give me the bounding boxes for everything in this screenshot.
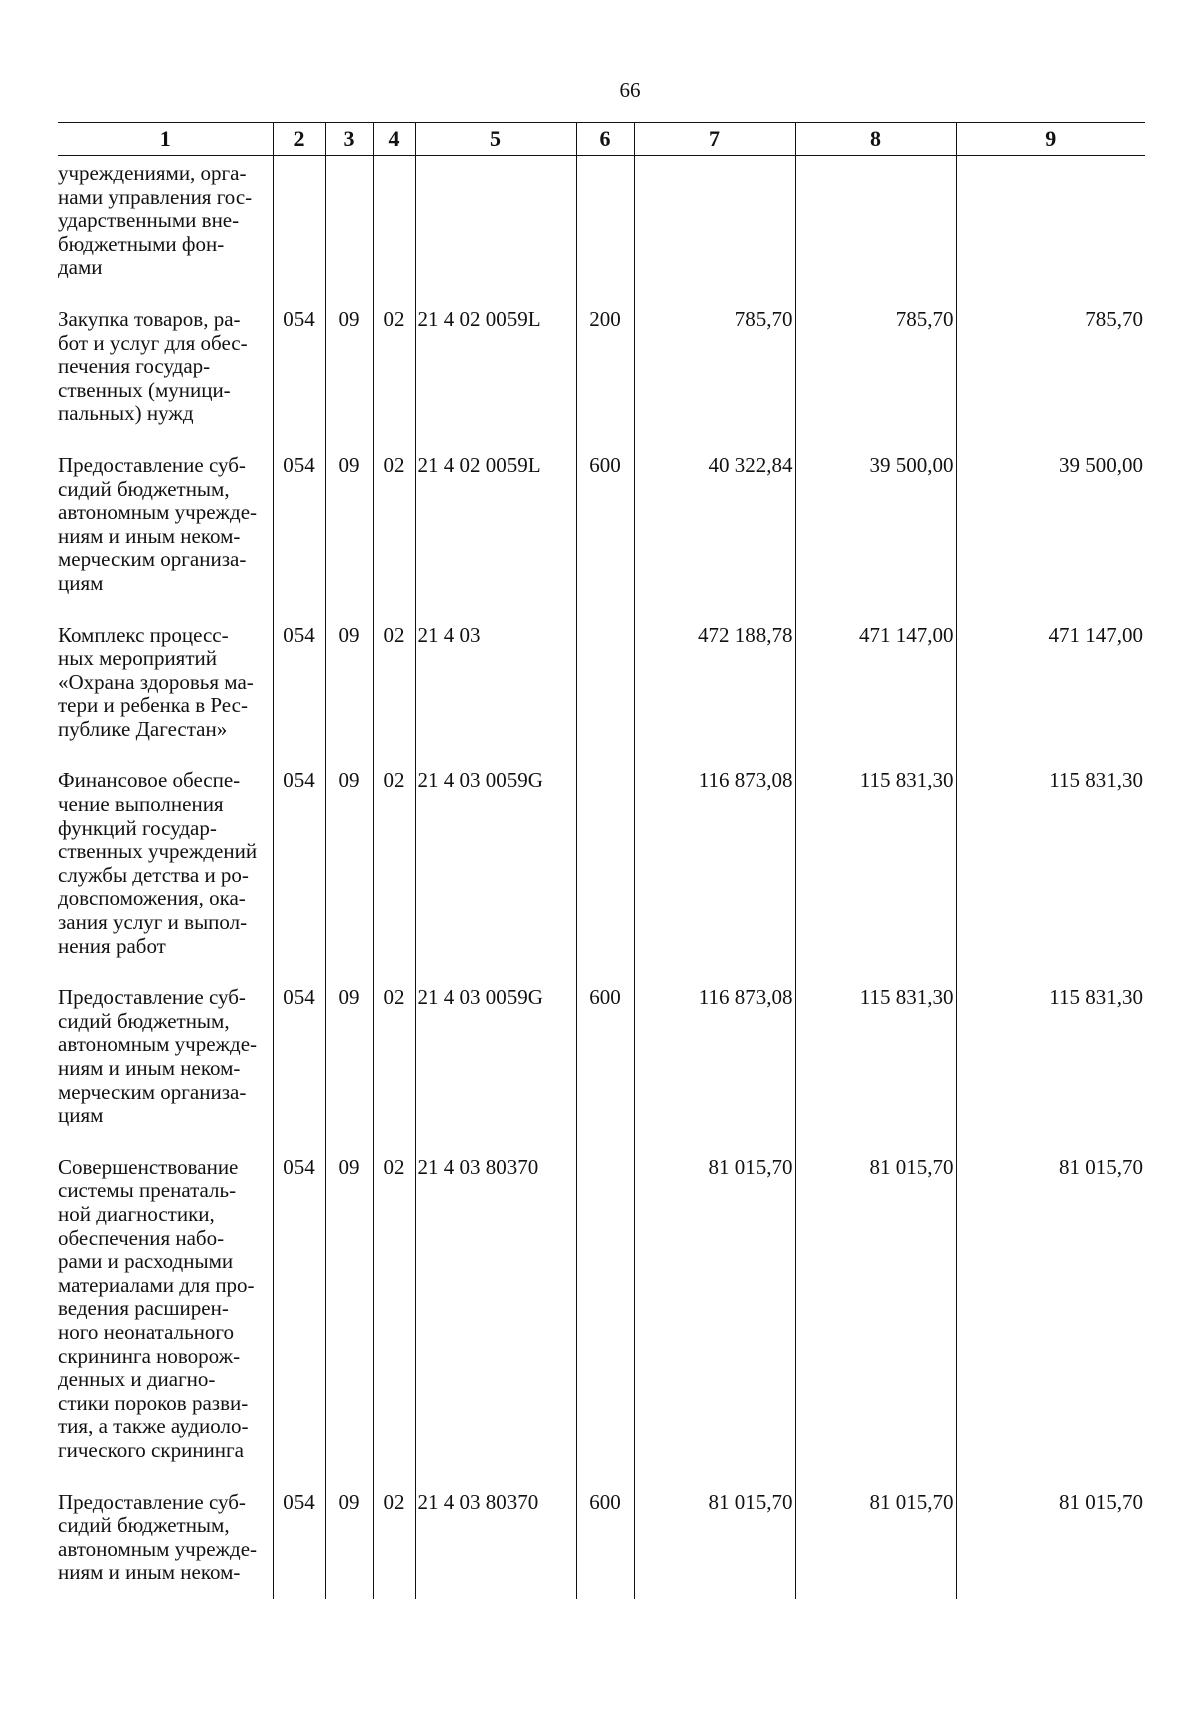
amount-year2-cell	[795, 156, 956, 294]
item-name-line: зания услуг и выпол-	[58, 910, 248, 935]
item-name-line: ного неонатального	[58, 1319, 234, 1344]
amount-year2-cell: 115 831,30	[795, 972, 956, 1142]
item-name-line: автономным учрежде-	[58, 1536, 258, 1561]
column-header: 1	[58, 123, 273, 156]
expense-type-cell: 600	[576, 972, 634, 1142]
item-name-line: ведения расширен-	[58, 1296, 229, 1321]
section-cell: 09	[325, 294, 373, 440]
target-article-cell: 21 4 03 0059G	[415, 972, 576, 1142]
subsection-cell: 02	[373, 1477, 415, 1599]
item-name-line: функций государ-	[58, 815, 217, 840]
item-name-line: обеспечения набо-	[58, 1225, 225, 1250]
item-name-line: материалами для про-	[58, 1272, 255, 1297]
section-cell: 09	[325, 972, 373, 1142]
item-name-line: нами управления гос-	[58, 184, 253, 209]
amount-year2-cell: 39 500,00	[795, 440, 956, 610]
item-name-line: довспоможения, ока-	[58, 886, 246, 911]
item-name-cell	[58, 440, 273, 610]
section-cell	[325, 156, 373, 294]
amount-year3-cell: 115 831,30	[956, 972, 1145, 1142]
item-name-line: системы пренаталь-	[58, 1178, 237, 1203]
table-row	[58, 156, 1145, 294]
budget-table	[58, 122, 1145, 1599]
subsection-cell: 02	[373, 972, 415, 1142]
column-header: 3	[325, 123, 373, 156]
item-name-line: ных мероприятий	[58, 646, 217, 671]
amount-year3-cell: 115 831,30	[956, 755, 1145, 972]
column-header: 4	[373, 123, 415, 156]
subsection-cell: 02	[373, 1142, 415, 1477]
expense-type-cell	[576, 1142, 634, 1477]
item-name-line: тери и ребенка в Рес-	[58, 693, 248, 718]
item-name-cell	[58, 610, 273, 756]
amount-year3-cell: 39 500,00	[956, 440, 1145, 610]
item-name-line: тия, а также аудиоло-	[58, 1414, 249, 1439]
item-name-line: сидий бюджетным,	[58, 1008, 230, 1033]
item-name-cell	[58, 294, 273, 440]
section-cell: 09	[325, 610, 373, 756]
item-name-line: дами	[58, 255, 103, 280]
column-header: 7	[634, 123, 795, 156]
section-cell: 09	[325, 1477, 373, 1599]
subsection-cell: 02	[373, 440, 415, 610]
item-name-line: ударственными вне-	[58, 208, 240, 233]
amount-year2-cell: 115 831,30	[795, 755, 956, 972]
item-name-line: циям	[58, 570, 104, 595]
item-name-line: гического скрининга	[58, 1437, 244, 1462]
expense-type-cell	[576, 755, 634, 972]
subsection-cell: 02	[373, 755, 415, 972]
amount-year2-cell: 785,70	[795, 294, 956, 440]
section-cell: 09	[325, 755, 373, 972]
subsection-cell	[373, 156, 415, 294]
item-name-line: ниям и иным неком-	[58, 1560, 241, 1585]
item-name-line: ственных (муници-	[58, 377, 231, 402]
item-name-cell	[58, 156, 273, 294]
amount-year2-cell: 81 015,70	[795, 1477, 956, 1599]
amount-year3-cell: 81 015,70	[956, 1477, 1145, 1599]
amount-year1-cell: 116 873,08	[634, 972, 795, 1142]
amount-year2-cell: 471 147,00	[795, 610, 956, 756]
expense-type-cell: 600	[576, 1477, 634, 1599]
header-row	[58, 123, 1145, 156]
target-article-cell	[415, 156, 576, 294]
item-name-line: рами и расходными	[58, 1249, 234, 1274]
kbk-ministry-cell	[273, 156, 325, 294]
section-cell: 09	[325, 1142, 373, 1477]
target-article-cell: 21 4 03	[415, 610, 576, 756]
target-article-cell: 21 4 03 0059G	[415, 755, 576, 972]
amount-year3-cell: 785,70	[956, 294, 1145, 440]
item-name-line: бот и услуг для обес-	[58, 330, 248, 355]
expense-type-cell	[576, 610, 634, 756]
item-name-line: Предоставление суб-	[58, 985, 246, 1010]
item-name-line: Закупка товаров, ра-	[58, 306, 241, 331]
kbk-ministry-cell: 054	[273, 610, 325, 756]
item-name-line: автономным учрежде-	[58, 500, 258, 525]
amount-year1-cell: 81 015,70	[634, 1477, 795, 1599]
table-row	[58, 972, 1145, 1142]
item-name-line: ниям и иным неком-	[58, 1056, 241, 1080]
item-name-line: Предоставление суб-	[58, 1489, 246, 1514]
amount-year3-cell	[956, 156, 1145, 294]
amount-year1-cell: 785,70	[634, 294, 795, 440]
target-article-cell: 21 4 03 80370	[415, 1142, 576, 1477]
target-article-cell: 21 4 03 80370	[415, 1477, 576, 1599]
budget-table-container	[58, 122, 1145, 1585]
amount-year2-cell: 81 015,70	[795, 1142, 956, 1477]
item-name-line: учреждениями, орга-	[58, 161, 247, 185]
item-name-cell	[58, 1142, 273, 1477]
item-name-line: сидий бюджетным,	[58, 476, 230, 501]
kbk-ministry-cell: 054	[273, 755, 325, 972]
subsection-cell: 02	[373, 294, 415, 440]
item-name-line: Совершенствование	[58, 1154, 239, 1179]
item-name-line: ной диагностики,	[58, 1201, 215, 1226]
table-row	[58, 755, 1145, 972]
page-number: 66	[619, 78, 641, 102]
item-name-cell	[58, 972, 273, 1142]
kbk-ministry-cell: 054	[273, 440, 325, 610]
section-cell: 09	[325, 440, 373, 610]
kbk-ministry-cell: 054	[273, 1477, 325, 1599]
item-name-line: бюджетными фон-	[58, 231, 225, 256]
kbk-ministry-cell: 054	[273, 972, 325, 1142]
table-row	[58, 1142, 1145, 1477]
item-name-cell	[58, 755, 273, 972]
item-name-line: «Охрана здоровья ма-	[58, 669, 254, 694]
item-name-line: мерческим организа-	[58, 1079, 247, 1104]
item-name-line: денных и диагно-	[58, 1367, 216, 1392]
amount-year3-cell: 81 015,70	[956, 1142, 1145, 1477]
table-row	[58, 610, 1145, 756]
table-row	[58, 1477, 1145, 1599]
kbk-ministry-cell: 054	[273, 1142, 325, 1477]
column-header: 2	[273, 123, 325, 156]
column-header: 9	[956, 123, 1145, 156]
kbk-ministry-cell: 054	[273, 294, 325, 440]
amount-year1-cell: 81 015,70	[634, 1142, 795, 1477]
item-name-line: нения работ	[58, 933, 166, 958]
item-name-line: автономным учрежде-	[58, 1032, 258, 1057]
column-header: 6	[576, 123, 634, 156]
subsection-cell: 02	[373, 610, 415, 756]
column-header: 5	[415, 123, 576, 156]
item-name-line: Предоставление суб-	[58, 452, 246, 477]
item-name-line: мерческим организа-	[58, 547, 247, 572]
target-article-cell: 21 4 02 0059L	[415, 440, 576, 610]
item-name-line: ственных учреждений	[58, 839, 258, 864]
amount-year3-cell: 471 147,00	[956, 610, 1145, 756]
amount-year1-cell: 472 188,78	[634, 610, 795, 756]
table-body	[58, 156, 1145, 1599]
target-article-cell: 21 4 02 0059L	[415, 294, 576, 440]
item-name-line: пальных) нужд	[58, 401, 194, 426]
expense-type-cell	[576, 156, 634, 294]
item-name-line: сидий бюджетным,	[58, 1513, 230, 1538]
item-name-line: печения государ-	[58, 354, 211, 379]
table-row	[58, 440, 1145, 610]
item-name-line: службы детства и ро-	[58, 862, 249, 887]
item-name-line: публике Дагестан»	[58, 716, 228, 741]
item-name-line: циям	[58, 1103, 104, 1128]
item-name-line: Финансовое обеспе-	[58, 768, 241, 793]
item-name-line: ниям и иным неком-	[58, 523, 241, 548]
column-header: 8	[795, 123, 956, 156]
expense-type-cell: 600	[576, 440, 634, 610]
item-name-line: чение выполнения	[58, 792, 224, 817]
item-name-line: стики пороков разви-	[58, 1390, 249, 1415]
item-name-cell	[58, 1477, 273, 1599]
amount-year1-cell: 116 873,08	[634, 755, 795, 972]
item-name-line: Комплекс процесс-	[58, 622, 229, 647]
item-name-line: скрининга новорож-	[58, 1343, 241, 1368]
amount-year1-cell	[634, 156, 795, 294]
expense-type-cell: 200	[576, 294, 634, 440]
table-row	[58, 294, 1145, 440]
amount-year1-cell: 40 322,84	[634, 440, 795, 610]
